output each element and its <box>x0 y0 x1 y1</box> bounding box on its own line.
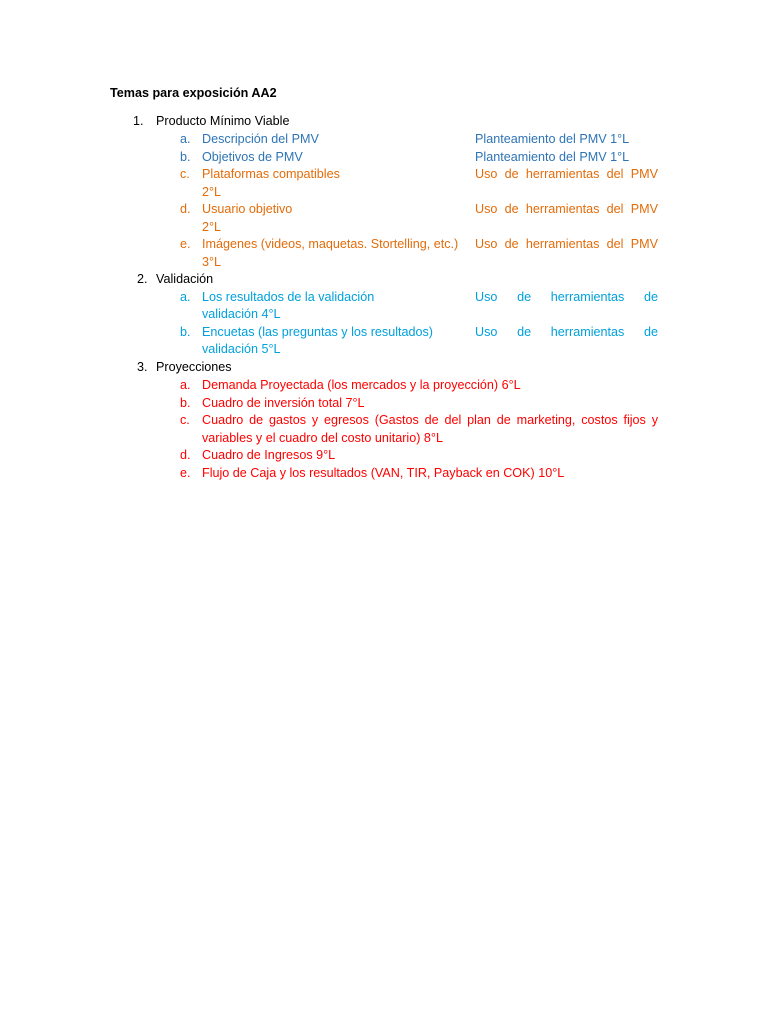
item-text: Los resultados de la validación <box>202 290 375 304</box>
item-text: Flujo de Caja y los resultados (VAN, TIR, Payback en COK) 10°L <box>202 466 565 480</box>
item-letter: e. <box>180 237 191 251</box>
item-letter: a. <box>180 290 191 304</box>
item-text: Imágenes (videos, maquetas. Stortelling, etc.) <box>202 237 459 251</box>
item-text: Encuetas (las preguntas y los resultados) <box>202 325 434 339</box>
item-letter: e. <box>180 466 191 480</box>
item-continuation: validación 5°L <box>202 342 281 356</box>
section-title: Producto Mínimo Viable <box>156 114 290 128</box>
item-letter: a. <box>180 378 191 392</box>
item-letter: b. <box>180 150 191 164</box>
item-text: Cuadro de Ingresos 9°L <box>202 448 336 462</box>
item-letter: c. <box>180 167 190 181</box>
section-title: Validación <box>156 272 214 286</box>
item-text: Demanda Proyectada (los mercados y la proyección) 6°L <box>202 378 521 392</box>
item-assignment: Uso de herramientas del PMV <box>475 167 658 181</box>
section-title: Proyecciones <box>156 360 232 374</box>
item-assignment: Uso de herramientas de <box>475 325 658 339</box>
item-continuation: variables y el cuadro del costo unitario) 8°L <box>202 431 443 445</box>
item-assignment: Uso de herramientas del PMV <box>475 237 658 251</box>
item-assignment: Uso de herramientas del PMV <box>475 202 658 216</box>
section-number: 3. <box>137 360 148 374</box>
item-letter: a. <box>180 132 191 146</box>
item-text: Cuadro de gastos y egresos (Gastos de del plan de marketing, costos fijos y <box>202 413 658 427</box>
section-number: 1. <box>133 114 144 128</box>
item-text: Objetivos de PMV <box>202 150 303 164</box>
item-continuation: 2°L <box>202 220 222 234</box>
item-text: Usuario objetivo <box>202 202 293 216</box>
document-title: Temas para exposición AA2 <box>110 86 277 100</box>
item-letter: b. <box>180 325 191 339</box>
item-continuation: 3°L <box>202 255 222 269</box>
item-letter: d. <box>180 202 191 216</box>
item-continuation: validación 4°L <box>202 307 281 321</box>
item-assignment: Planteamiento del PMV 1°L <box>475 132 630 146</box>
item-text: Cuadro de inversión total 7°L <box>202 396 365 410</box>
item-assignment: Uso de herramientas de <box>475 290 658 304</box>
item-letter: b. <box>180 396 191 410</box>
item-assignment: Planteamiento del PMV 1°L <box>475 150 630 164</box>
item-text: Plataformas compatibles <box>202 167 340 181</box>
item-text: Descripción del PMV <box>202 132 319 146</box>
item-letter: c. <box>180 413 190 427</box>
item-continuation: 2°L <box>202 185 222 199</box>
item-letter: d. <box>180 448 191 462</box>
section-number: 2. <box>137 272 148 286</box>
